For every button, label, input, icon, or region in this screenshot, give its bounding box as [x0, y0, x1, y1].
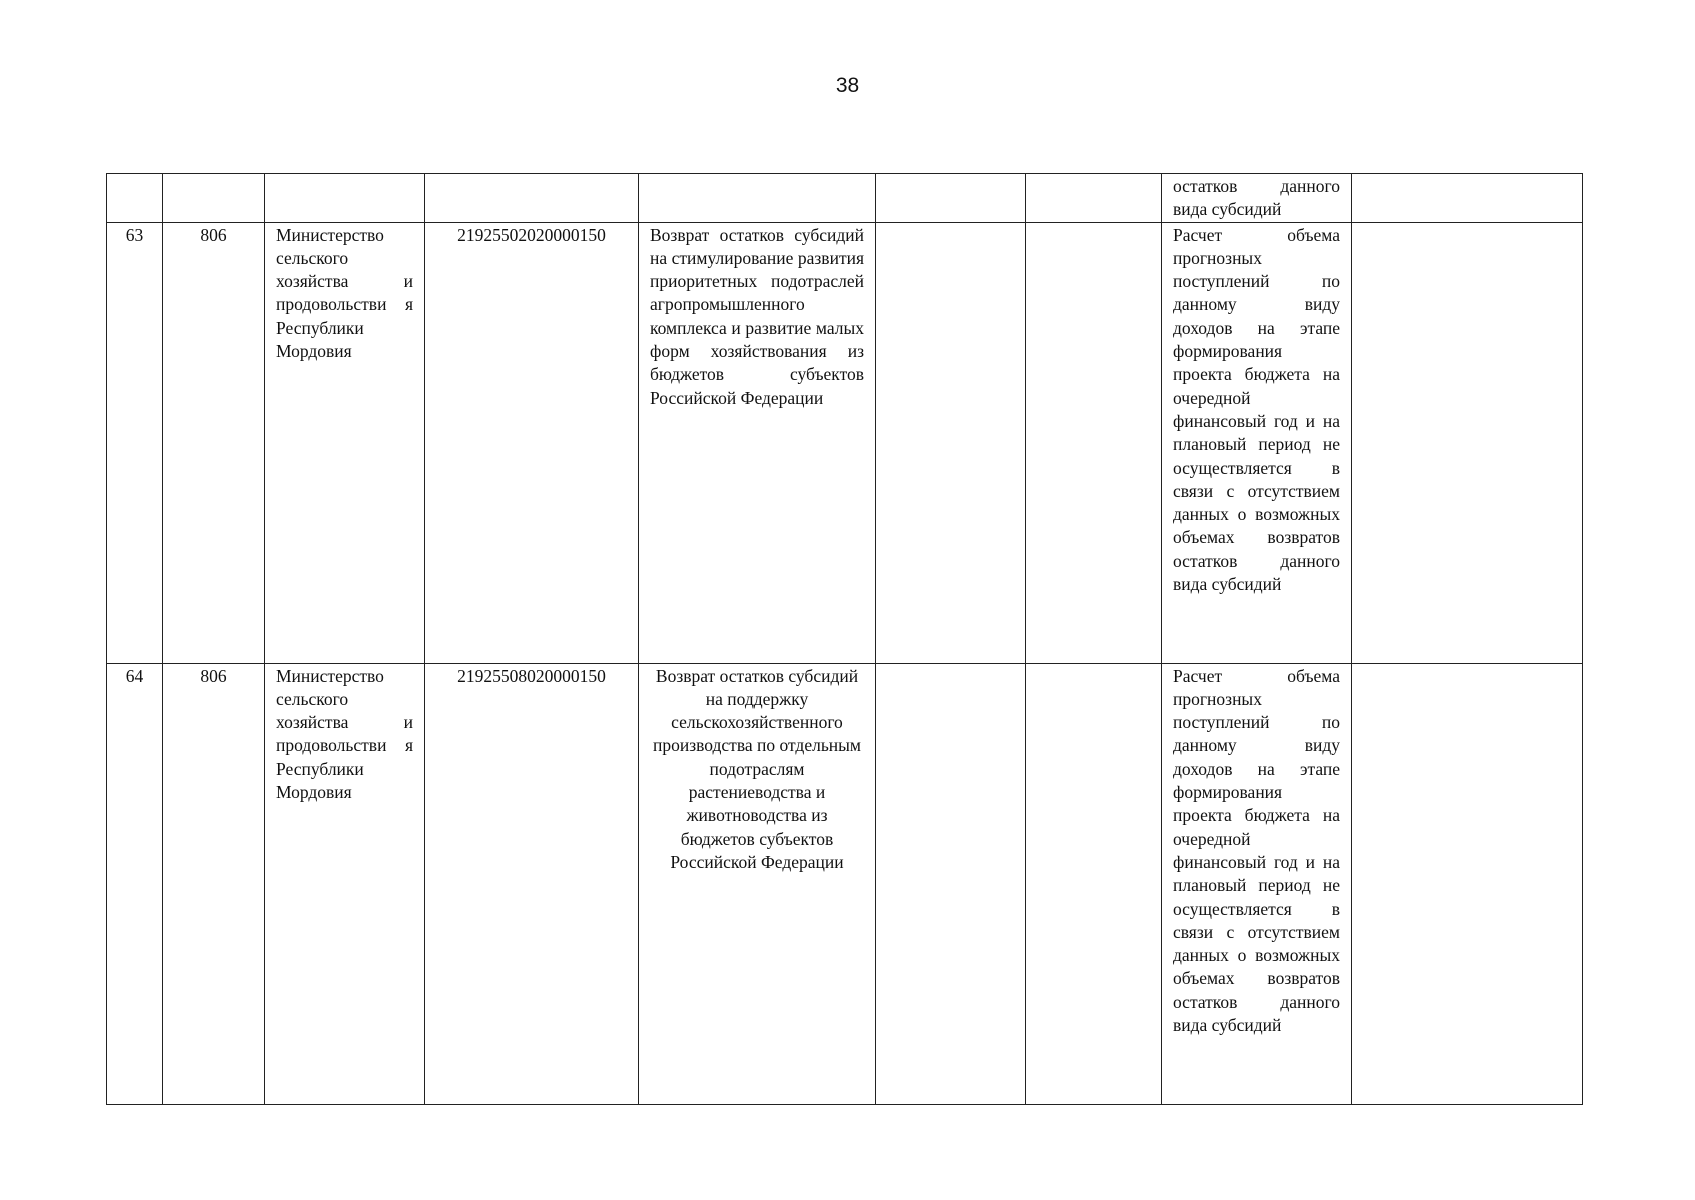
table-row [107, 663, 1583, 1104]
cell-num [107, 174, 163, 223]
cell-method: остатков данного вида субсидий [1162, 174, 1352, 223]
cell-col9 [1352, 222, 1583, 663]
cell-col7 [1026, 663, 1162, 1104]
revenue-forecast-table [106, 173, 1583, 1105]
cell-col6 [876, 663, 1026, 1104]
cell-kbk: 21925508020000150 [425, 663, 639, 1104]
cell-num: 63 [107, 222, 163, 663]
cell-administrator [265, 174, 425, 223]
cell-description: Возврат остатков субсидий на стимулирование развития приоритетных подотраслей агропромышленного комплекса и развитие малых форм хозяйствования из бюджетов субъектов Российской Федерации [639, 222, 876, 663]
cell-method: Расчет объема прогнозных поступлений по данному виду доходов на этапе формирования проекта бюджета на очередной финансовый год и на плановый период не осуществляется в связи с отсутствием данных о возможных объемах возвратов остатков данного вида субсидий [1162, 663, 1352, 1104]
cell-kbk: 21925502020000150 [425, 222, 639, 663]
cell-col9 [1352, 663, 1583, 1104]
cell-description: Возврат остатков субсидий на поддержку сельскохозяйственного производства по отдельным подотраслям растениеводства и животноводства из бюджетов субъектов Российской Федерации [639, 663, 876, 1104]
cell-administrator: Министерство сельского хозяйства и продовольстви я Республики Мордовия [265, 222, 425, 663]
table-row [107, 222, 1583, 663]
cell-description [639, 174, 876, 223]
cell-col6 [876, 222, 1026, 663]
cell-method: Расчет объема прогнозных поступлений по данному виду доходов на этапе формирования проекта бюджета на очередной финансовый год и на плановый период не осуществляется в связи с отсутствием данных о возможных объемах возвратов остатков данного вида субсидий [1162, 222, 1352, 663]
cell-col6 [876, 174, 1026, 223]
page-number: 38 [835, 74, 860, 97]
cell-administrator: Министерство сельского хозяйства и продовольстви я Республики Мордовия [265, 663, 425, 1104]
cell-admin-code: 806 [163, 663, 265, 1104]
cell-admin-code: 806 [163, 222, 265, 663]
cell-admin-code [163, 174, 265, 223]
continuation-row [107, 174, 1583, 223]
cell-col7 [1026, 174, 1162, 223]
cell-kbk [425, 174, 639, 223]
cell-col7 [1026, 222, 1162, 663]
cell-num: 64 [107, 663, 163, 1104]
cell-col9 [1352, 174, 1583, 223]
